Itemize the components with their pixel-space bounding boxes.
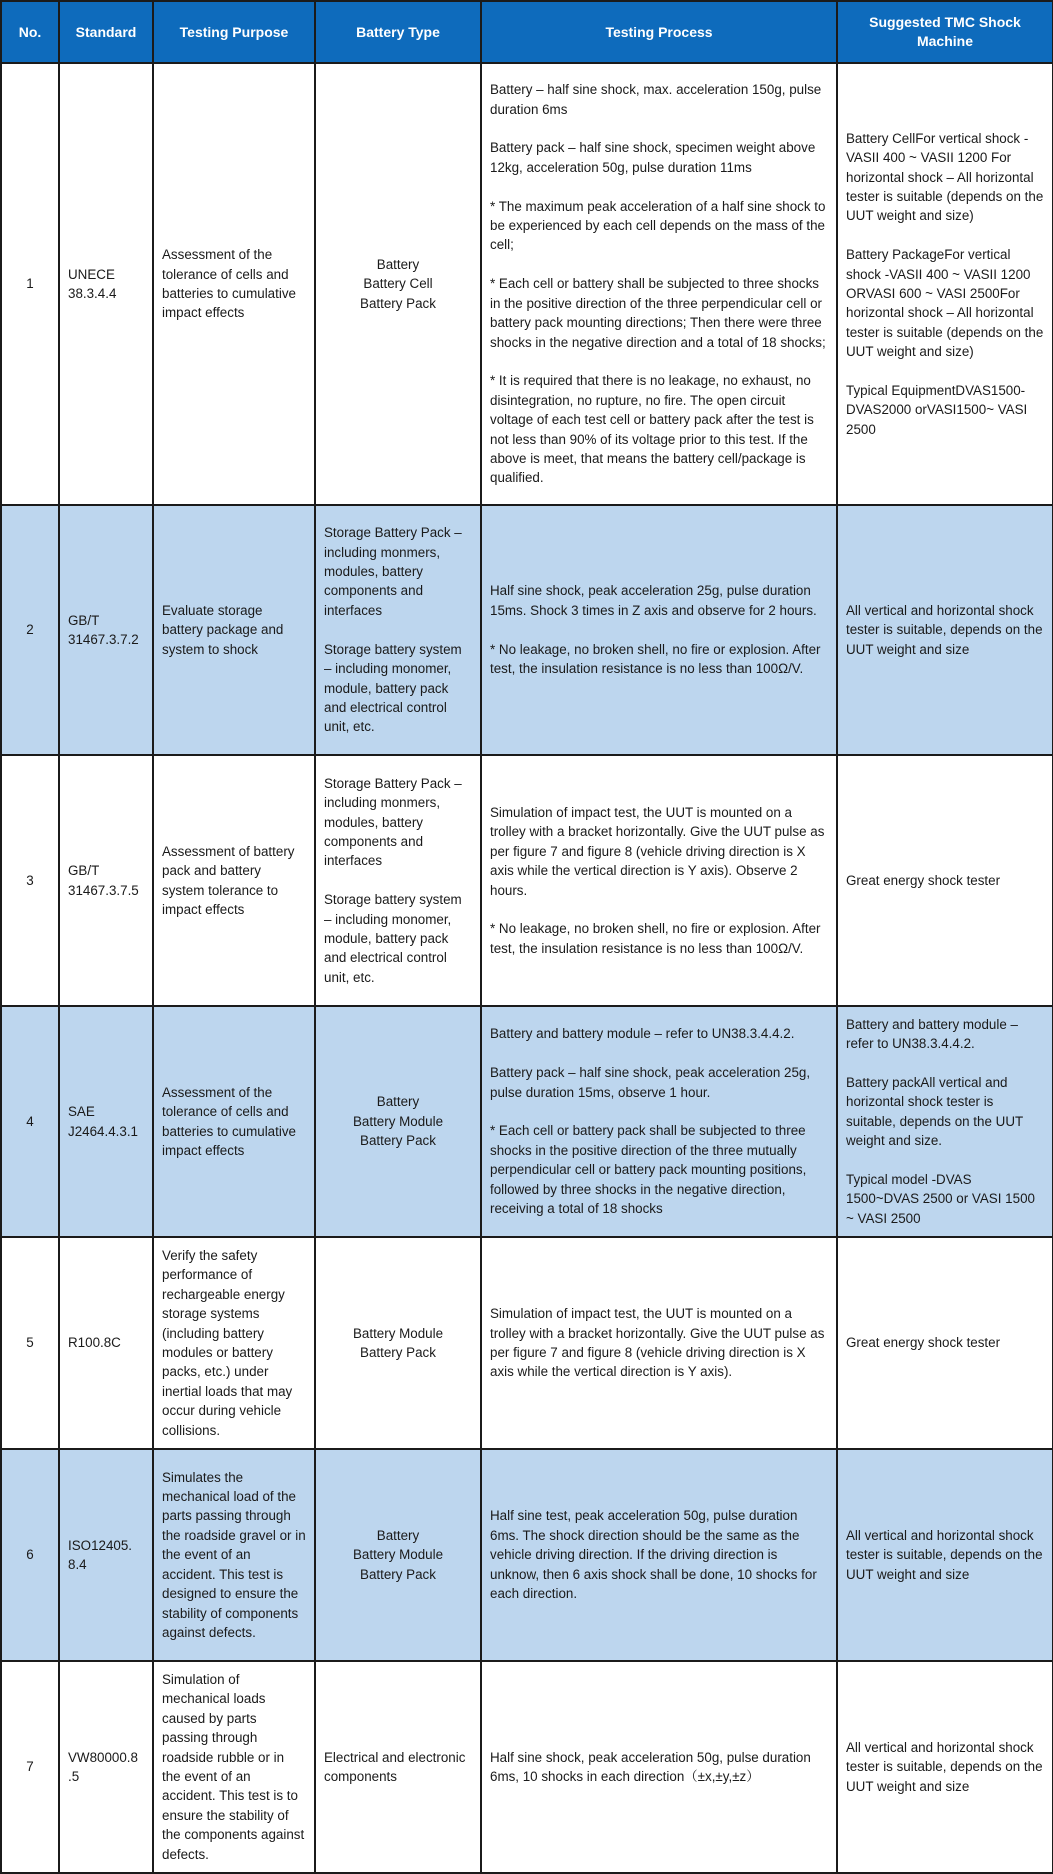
machine-paragraph: Great energy shock tester (846, 1335, 1001, 1351)
process-paragraph: * No leakage, no broken shell, no fire or explosion. After test, the insulation resistance is no less than 100Ω/V. (490, 921, 821, 956)
cell-standard: R100.8C (59, 1237, 153, 1449)
cell-no: 2 (1, 505, 59, 755)
machine-paragraph: All vertical and horizontal shock tester is suitable, depends on the UUT weight and size (846, 1739, 1043, 1794)
cell-battery-type (315, 63, 481, 505)
cell-machine (837, 505, 1053, 755)
battery-type-line: Battery (376, 1094, 420, 1110)
table-row (1, 1006, 1053, 1237)
cell-process (481, 1006, 837, 1237)
cell-standard: VW80000.8 .5 (59, 1661, 153, 1873)
process-paragraph: Half sine shock, peak acceleration 25g, pulse duration 15ms. Shock 3 times in Z axis and observe for 2 hours. (490, 583, 817, 618)
cell-purpose: Verify the safety performance of rechargeable energy storage systems (including battery modules or battery packs, etc.) under inertial loads that may occur during vehicle collisions. (153, 1237, 315, 1449)
process-paragraph: * Each cell or battery pack shall be subjected to three shocks in the positive direction of the three mutually perpendicular cell or battery pack mounting positions, followed by three shocks in the negative direction, receiving a total of 18 shocks (490, 1123, 807, 1217)
col-header-no: No. (1, 1, 59, 63)
cell-battery-type (315, 1661, 481, 1873)
process-paragraph: Battery pack – half sine shock, peak acceleration 25g, pulse duration 15ms, observe 1 hour. (490, 1065, 811, 1100)
col-header-battery-type: Battery Type (315, 1, 481, 63)
cell-no: 3 (1, 755, 59, 1006)
cell-purpose: Assessment of the tolerance of cells and batteries to cumulative impact effects (153, 63, 315, 505)
process-paragraph: Simulation of impact test, the UUT is mounted on a trolley with a bracket horizontally. Give the UUT pulse as per figure 7 and figure 8 (vehicle driving direction is X axis while the vertical direction is Y axis). (490, 1306, 825, 1380)
cell-purpose: Simulation of mechanical loads caused by parts passing through roadside rubble or in the event of an accident. This test is to ensure the stability of the components against defects. (153, 1661, 315, 1873)
cell-purpose: Evaluate storage battery package and system to shock (153, 505, 315, 755)
battery-type-paragraph: Storage Battery Pack – including monmers, modules, battery components and interfaces (324, 775, 462, 869)
machine-paragraph: Battery CellFor vertical shock -VASII 400 ~ VASII 1200 For horizontal shock – All horizontal tester is suitable (depends on the UUT weight and size) (846, 130, 1044, 224)
process-paragraph: Battery and battery module – refer to UN38.3.4.4.2. (490, 1026, 795, 1042)
cell-machine (837, 1237, 1053, 1449)
battery-type-line: Battery Pack (360, 295, 436, 311)
machine-paragraph: All vertical and horizontal shock tester is suitable, depends on the UUT weight and size (846, 602, 1043, 657)
process-paragraph: Half sine test, peak acceleration 50g, pulse duration 6ms. The shock direction should be the same as the vehicle driving direction. If the driving direction is unknow, then 6 axis shock shall be done, 10 shocks for each direction. (490, 1508, 817, 1602)
process-paragraph: Simulation of impact test, the UUT is mounted on a trolley with a bracket horizontally. Give the UUT pulse as per figure 7 and figure 8 (vehicle driving direction is X axis while the vertical direction is Y axis). Observe 2 hours. (490, 804, 825, 898)
cell-machine (837, 1006, 1053, 1237)
table-row (1, 505, 1053, 755)
cell-no: 6 (1, 1449, 59, 1661)
cell-no: 5 (1, 1237, 59, 1449)
battery-type-line: Battery (376, 1527, 420, 1543)
cell-process (481, 1237, 837, 1449)
cell-battery-type (315, 1006, 481, 1237)
process-paragraph: * It is required that there is no leakage, no exhaust, no disintegration, no rupture, no fire. The open circuit voltage of each test cell or battery pack after the test is not less than 90% of its voltage prior to this test. If the above is meet, that means the battery cell/package is qualified. (490, 373, 814, 486)
table-row (1, 63, 1053, 505)
table-row (1, 1449, 1053, 1661)
col-header-purpose: Testing Purpose (153, 1, 315, 63)
battery-type-paragraph: Storage Battery Pack – including monmers, modules, battery components and interfaces (324, 525, 462, 618)
cell-standard: SAE J2464.4.3.1 (59, 1006, 153, 1237)
cell-process (481, 505, 837, 755)
battery-type-line: Battery Pack (360, 1566, 436, 1582)
header-row (1, 1, 1053, 63)
battery-type-paragraph: Electrical and electronic components (324, 1749, 466, 1784)
battery-type-line: Battery Module (352, 1325, 444, 1341)
battery-type-line: Battery (376, 256, 420, 272)
battery-type-paragraph: Storage battery system – including monomer, module, battery pack and electrical control unit, etc. (324, 641, 462, 735)
cell-process (481, 755, 837, 1006)
machine-paragraph: All vertical and horizontal shock tester is suitable, depends on the UUT weight and size (846, 1527, 1043, 1582)
battery-type-paragraph: Storage battery system – including monomer, module, battery pack and electrical control unit, etc. (324, 892, 462, 985)
battery-type-line: Battery Pack (360, 1133, 436, 1149)
machine-paragraph: Typical model -DVAS 1500~DVAS 2500 or VASI 1500 ~ VASI 2500 (846, 1172, 1035, 1226)
col-header-process: Testing Process (481, 1, 837, 63)
cell-purpose: Simulates the mechanical load of the parts passing through the roadside gravel or in the event of an accident. This test is designed to ensure the stability of components against defects. (153, 1449, 315, 1661)
cell-battery-type (315, 1449, 481, 1661)
battery-type-line: Battery Pack (360, 1345, 436, 1360)
cell-machine (837, 63, 1053, 505)
cell-standard: GB/T 31467.3.7.5 (59, 755, 153, 1006)
cell-no: 1 (1, 63, 59, 505)
battery-type-line: Battery Cell (363, 276, 433, 292)
cell-machine (837, 1449, 1053, 1661)
cell-battery-type (315, 755, 481, 1006)
battery-type-line: Battery Module (352, 1547, 444, 1563)
cell-no: 4 (1, 1006, 59, 1237)
cell-process (481, 1449, 837, 1661)
table-row (1, 1237, 1053, 1449)
cell-purpose: Assessment of the tolerance of cells and batteries to cumulative impact effects (153, 1006, 315, 1237)
machine-paragraph: Typical EquipmentDVAS1500-DVAS2000 orVASI1500~ VASI 2500 (846, 383, 1028, 437)
cell-standard: UNECE 38.3.4.4 (59, 63, 153, 505)
process-paragraph: Half sine shock, peak acceleration 50g, pulse duration 6ms, 10 shocks in each direction（±x,±y,±z） (490, 1749, 811, 1784)
process-paragraph: * Each cell or battery shall be subjected to three shocks in the positive direction of the three perpendicular cell or battery pack mounting directions; Then there were three shocks in the negative direction and a total of 18 shocks; (490, 276, 826, 350)
col-header-machine: Suggested TMC Shock Machine (837, 1, 1053, 63)
cell-process (481, 1661, 837, 1873)
machine-paragraph: Great energy shock tester (846, 872, 1001, 888)
battery-type-line: Battery Module (352, 1113, 444, 1129)
cell-battery-type (315, 505, 481, 755)
machine-paragraph: Battery PackageFor vertical shock -VASII 400 ~ VASII 1200 ORVASI 600 ~ VASI 2500For horizontal shock – All horizontal tester is suitable (depends on the UUT weight and size) (846, 247, 1044, 360)
cell-machine (837, 755, 1053, 1006)
machine-paragraph: Battery packAll vertical and horizontal shock tester is suitable, depends on the UUT weight and size. (846, 1074, 1023, 1149)
process-paragraph: Battery – half sine shock, max. acceleration 150g, pulse duration 6ms (490, 82, 822, 117)
cell-purpose: Assessment of battery pack and battery system tolerance to impact effects (153, 755, 315, 1006)
process-paragraph: * The maximum peak acceleration of a half sine shock to be experienced by each cell depends on the mass of the cell; (490, 198, 826, 253)
col-header-standard: Standard (59, 1, 153, 63)
cell-battery-type (315, 1237, 481, 1449)
process-paragraph: * No leakage, no broken shell, no fire or explosion. After test, the insulation resistance is no less than 100Ω/V. (490, 641, 821, 677)
cell-machine (837, 1661, 1053, 1873)
table-row (1, 755, 1053, 1006)
cell-standard: ISO12405. 8.4 (59, 1449, 153, 1661)
machine-paragraph: Battery and battery module – refer to UN38.3.4.4.2. (846, 1016, 1018, 1052)
cell-standard: GB/T 31467.3.7.2 (59, 505, 153, 755)
table-row (1, 1661, 1053, 1873)
process-paragraph: Battery pack – half sine shock, specimen weight above 12kg, acceleration 50g, pulse duration 11ms (490, 140, 816, 175)
cell-process (481, 63, 837, 505)
cell-no: 7 (1, 1661, 59, 1873)
